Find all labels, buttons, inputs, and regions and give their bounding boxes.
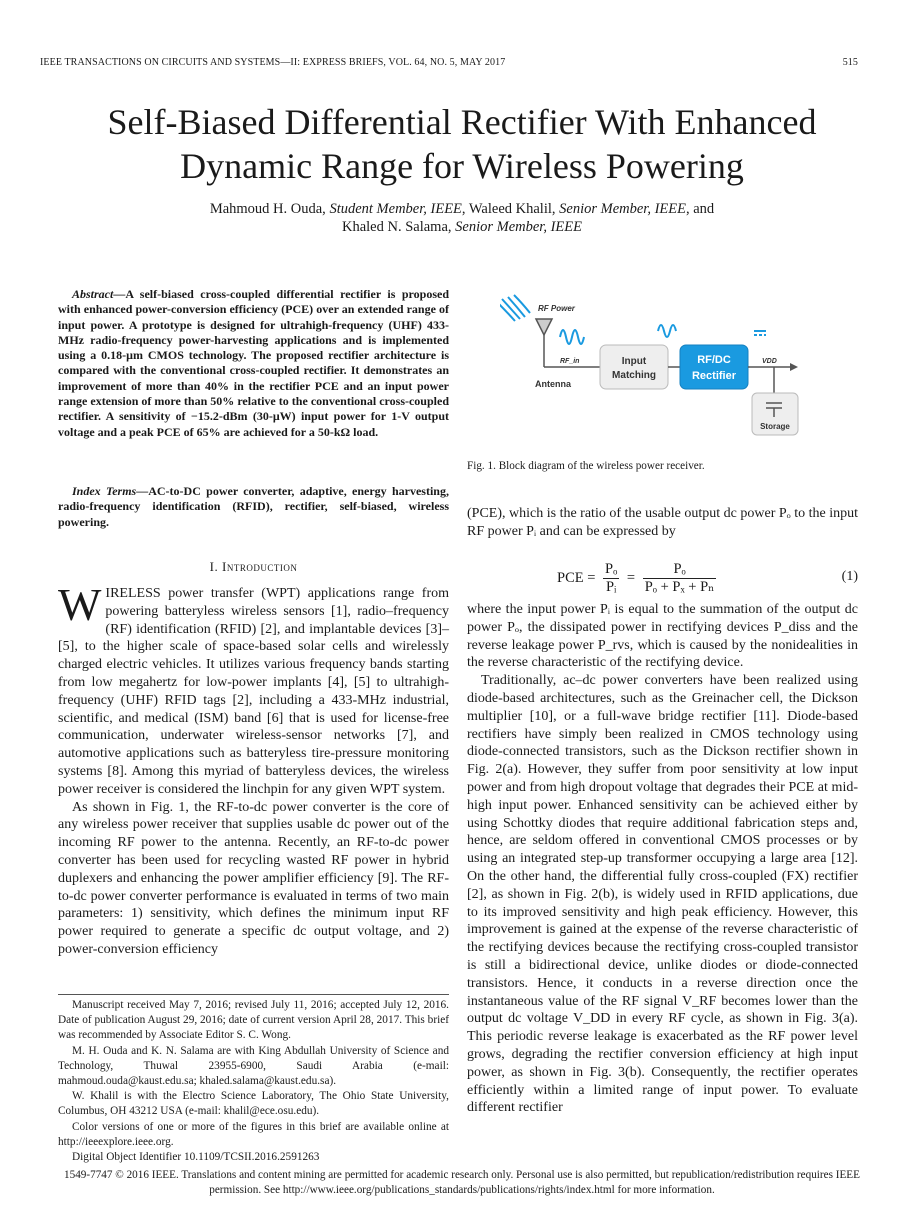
figure-1-block-diagram xyxy=(500,287,820,437)
section-heading: I. Introduction xyxy=(209,559,298,574)
equation-1: PCE = $\frac{\text{Pₒ}}{\text{Pᵢ}}$ = $\frac{\text{Pₒ}}{\text{Pₒ + Pₓ + Pₙ}}$ (1) xyxy=(557,561,858,595)
svg-text:Storage: Storage xyxy=(760,422,790,431)
running-header: IEEE TRANSACTIONS ON CIRCUITS AND SYSTEMS—II: EXPRESS BRIEFS, VOL. 64, NO. 5, MAY 2017 xyxy=(40,57,506,68)
equation-number: (1) xyxy=(841,569,858,584)
intro-body xyxy=(58,579,449,959)
svg-text:Input: Input xyxy=(621,356,647,367)
svg-text:Matching: Matching xyxy=(612,370,656,381)
drop-cap: W xyxy=(58,579,102,630)
pce-intro-paragraph: (PCE), which is the ratio of the usable output dc power Pₒ to the input RF power Pᵢ and can be expressed by xyxy=(467,506,858,539)
footnote-color: Color versions of one or more of the figures in this brief are available online at http://ieeexplore.ieee.org. xyxy=(58,1120,449,1148)
dc-symbol-icon xyxy=(754,331,766,335)
rf-waves-icon xyxy=(500,295,530,321)
copyright-notice: 1549-7747 © 2016 IEEE. Translations and content mining are permitted for academic research only. Personal use is also permitted, but republication/redistribution requires IEEE permission. See http://www.ieee.org/publications_standards/publications/rights/index.html for more information. xyxy=(64,1169,860,1196)
svg-text:Rectifier: Rectifier xyxy=(691,370,737,382)
paper-title: Self-Biased Differential Rectifier With Enhanced Dynamic Range for Wireless Powering xyxy=(107,102,817,186)
where-paragraph: where the input power Pᵢ is equal to the summation of the output dc power Pₒ, the dissipated power in rectifying devices P_diss and the reverse leakage power P_rvs, which is caused by the nonidealities in the reverse characteristic of the rectifying device. xyxy=(467,602,858,671)
rf-in-label: RF_in xyxy=(560,358,580,365)
rf-power-label: RF Power xyxy=(538,304,575,313)
footnote-affiliation-1: M. H. Ouda and K. N. Salama are with King Abdullah University of Science and Technology, Thuwal 23955-6900, Saudi Arabia (e-mail: mahmoud.ouda@kaust.edu.sa; khaled.salama@kaust.edu.sa). xyxy=(58,1044,449,1088)
intro-paragraph-1: WIRELESS power transfer (WPT) applications range from powering batteryless wireless sensors [1], radio–frequency (RF) identification (RFID) [2], and implantable devices [3]–[5], to the higher scale of space-based solar cells and wirelessly charged electric vehicles. It utilizes various frequency bands starting from low megahertz for low-power implants [4], [5] to ultrahigh-frequency (UHF) RFID tags [2], including a 433-MHz industrial, scientific, and medical (ISM) band [6] that is used for license-free communication, underwater wireless-sensor networks [7], and automotive applications such as batteryless tire-pressure monitoring systems [8]. Among this myriad of batteryless devices, the wireless power receiver is considered the linchpin for any given WPT system. xyxy=(58,579,449,797)
intro-paragraph-2: As shown in Fig. 1, the RF-to-dc power converter is the core of any wireless power receiver that supplies usable dc power out of the incoming RF power to the antenna. Recently, an RF-to-dc power converter has been used for recycling wasted RF power in hybrid duplexers and enhancing the power amplifier efficiency [9]. The RF-to-dc power converter performance is evaluated in terms of two main parameters: 1) sensitivity, which defines the minimum input RF power required to generate a specific dc output voltage, and 2) power-conversion efficiency xyxy=(58,799,449,957)
rf-signal-wave-icon xyxy=(560,330,584,344)
input-matching-block xyxy=(600,345,668,389)
antenna-label: Antenna xyxy=(535,379,571,389)
right-column-body xyxy=(467,601,858,1117)
footnote-received: Manuscript received May 7, 2016; revised July 11, 2016; accepted July 12, 2016. Date of publication August 29, 2016; date of current version April 28, 2017. This brief was recommended by Associate Editor S. C. Wong. xyxy=(58,999,449,1042)
figure-1-caption: Fig. 1. Block diagram of the wireless power receiver. xyxy=(467,460,705,472)
abstract: Abstract—A self-biased cross-coupled differential rectifier is proposed with enhanced power-conversion efficiency (PCE) over an extended range of input power. A prototype is designed for ultrahigh-frequency (UHF) 433-MHz radio-frequency power-harvesting applications and is implemented using a 0.18-μm CMOS technology. The proposed rectifier architecture is compared with the conventional cross-coupled rectifier. It demonstrates an improvement of more than 40% in the rectifier PCE and an input power range extension of more than 50% relative to the conventional cross-coupled rectifier. A sensitivity of −15.2-dBm (30-μW) input power for 1-V output voltage and a peak PCE of 65% are achieved for a 50-kΩ load. xyxy=(58,287,449,439)
page-number: 515 xyxy=(842,57,858,68)
author-list: Mahmoud H. Ouda, Student Member, IEEE, Waleed Khalil, Senior Member, IEEE, and Khaled N. Salama, Senior Member, IEEE xyxy=(209,201,715,235)
index-terms: Index Terms—AC-to-DC power converter, adaptive, energy harvesting, radio-frequency identification (RFID), rectifier, self-biased, wireless powering. xyxy=(58,484,449,529)
vdd-label: VDD xyxy=(762,358,777,365)
svg-text:RF/DC: RF/DC xyxy=(697,354,731,366)
rf-dc-rectifier-block xyxy=(680,345,748,389)
traditional-paragraph: Traditionally, ac–dc power converters have been realized using diode-based architectures, such as the Greinacher cell, the Dickson multiplier [10], or a full-wave bridge rectifier [11]. Diode-based rectifiers have simply been realized in CMOS technology using diode-connected transistors, such as the Dickson rectifier shown in Fig. 2(a). However, they suffer from poor sensitivity at low input power and from high dropout voltage that degrades their PCE at mid-high input power. Enhanced sensitivity can be achieved either by using Schottky diodes that require additional fabrication steps and, hence, are seldom offered in conventional CMOS processes or by using an integrated step-up transformer occupying a large area [12]. On the other hand, the differential fully cross-coupled (FX) rectifier [2], as shown in Fig. 2(b), is widely used in RFID applications, due to its improved sensitivity and high peak efficiency. However, this improvement is gained at the expense of the reverse characteristic of the rectifying devices because the rectifying cross-coupled transistor is still a bidirectional device, unlike diodes or diode-connected transistors. Hence, it conducts in a reverse direction once the instantaneous value of the RF signal V_RF becomes lower than the output dc voltage V_DD in every RF cycle, as shown in Fig. 3(a). This periodic reverse leakage is exacerbated as the RF power level grows, degrading the rectifier conversion efficiency at high input power, as shown in Fig. 3(b). Consequently, the rectifier operates efficiently within a limited range of input power. To evaluate different rectifier xyxy=(467,673,858,1116)
matched-signal-wave-icon xyxy=(658,325,676,337)
footnote-rule xyxy=(58,994,449,995)
footnote-affiliation-2: W. Khalil is with the Electro Science Laboratory, The Ohio State University, Columbus, OH 43212 USA (e-mail: khalil@ece.osu.edu). xyxy=(58,1090,449,1118)
footnotes xyxy=(58,998,449,1165)
footnote-doi: Digital Object Identifier 10.1109/TCSII.2016.2591263 xyxy=(72,1151,320,1164)
